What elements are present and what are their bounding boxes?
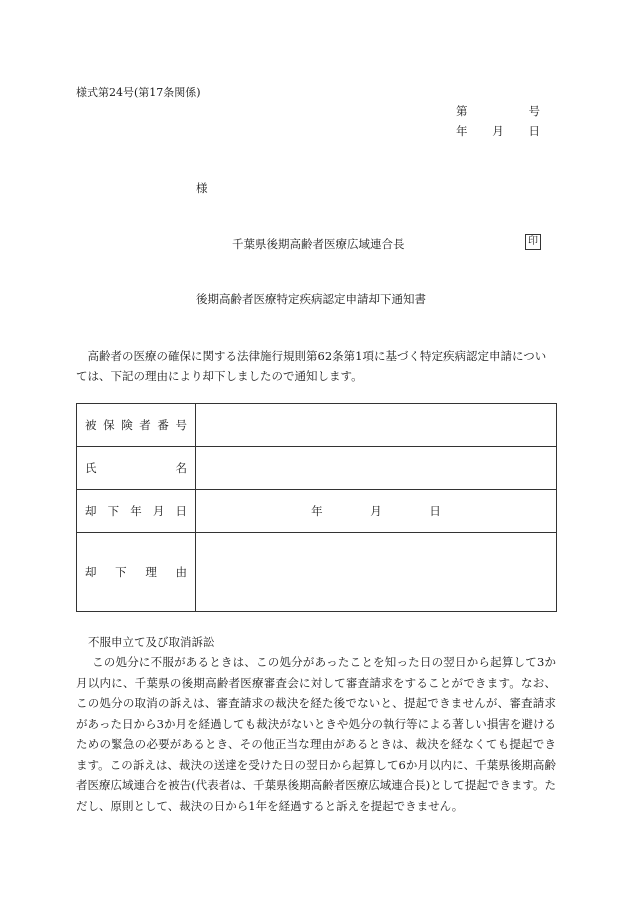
label-char: 者 — [139, 418, 151, 432]
rejection-date-label — [85, 503, 187, 519]
intro-paragraph — [76, 346, 556, 386]
table-row — [77, 404, 557, 447]
issue-date-year: 年 — [456, 124, 468, 138]
insured-number-label — [85, 417, 187, 433]
label-char: 由 — [175, 565, 187, 579]
table-row — [77, 490, 557, 533]
name-label — [85, 460, 187, 476]
document-number-line — [456, 103, 540, 119]
label-char: 下 — [115, 565, 127, 579]
rejection-date-month: 月 — [370, 504, 382, 518]
label-char: 月 — [152, 504, 165, 518]
label-char: 氏 — [85, 461, 97, 475]
issue-date-day: 日 — [528, 124, 540, 138]
label-char: 却 — [85, 565, 97, 579]
reason-value[interactable] — [196, 533, 557, 612]
rejection-date-label-cell — [77, 490, 196, 533]
appeal-text: この処分に不服があるときは、この処分があったことを知った日の翌日から起算して3か月以内に、千葉県の後期高齢者医療審査会に対して審査請求をすることができます。なお、この処分の取消の訴えは、審査請求の裁決を経た後でないと、提起できませんが、審査請求があった日から3か月を経過しても裁決がないときや処分の執行等による著しい損害を避けるための緊急の必要があるとき、その他正当な理由があるときは、裁決を経なくても提起できます。この訴えは、裁決の送達を受けた日の翌日から起算して6か月以内に、千葉県後期高齢者医療広域連合を被告(代表者は、千葉県後期高齢者医療広域連合長)として提起できます。ただし、原則として、裁決の日から1年を経過すると訴えを提起できません。 — [76, 655, 556, 813]
rejection-date-day: 日 — [429, 504, 441, 518]
label-char: 却 — [85, 504, 97, 518]
label-char: 号 — [175, 418, 187, 432]
label-char: 理 — [145, 565, 157, 579]
label-char: 日 — [175, 504, 187, 518]
document-title: 後期高齢者医療特定疾病認定申請却下通知書 — [196, 292, 426, 306]
label-char: 険 — [121, 418, 133, 432]
name-value[interactable] — [196, 447, 557, 490]
addressee-suffix: 様 — [196, 181, 208, 195]
label-char: 被 — [85, 418, 97, 432]
rejection-date-value[interactable] — [196, 490, 557, 533]
label-char: 保 — [103, 418, 115, 432]
issue-date-line — [456, 123, 540, 139]
reason-label-cell — [77, 533, 196, 612]
appeal-title: 不服申立て及び取消訴訟 — [88, 635, 215, 649]
info-table — [76, 403, 557, 612]
insured-number-label-cell — [77, 404, 196, 447]
issuer-name: 千葉県後期高齢者医療広域連合長 — [232, 237, 405, 251]
rejection-date-year: 年 — [311, 504, 323, 518]
number-prefix: 第 — [456, 104, 468, 118]
table-row — [77, 447, 557, 490]
appeal-paragraph — [76, 652, 556, 816]
label-char: 下 — [107, 504, 120, 518]
number-suffix: 号 — [528, 104, 540, 118]
label-char: 年 — [130, 504, 142, 518]
name-label-cell — [77, 447, 196, 490]
label-char: 番 — [157, 418, 169, 432]
seal-mark: 印 — [525, 234, 541, 250]
intro-text: 高齢者の医療の確保に関する法律施行規則第62条第1項に基づく特定疾病認定申請については、下記の理由により却下しましたので通知します。 — [76, 349, 547, 383]
issue-date-month: 月 — [492, 124, 504, 138]
reason-label — [85, 564, 187, 580]
insured-number-value[interactable] — [196, 404, 557, 447]
table-row — [77, 533, 557, 612]
form-number: 様式第24号(第17条関係) — [76, 86, 201, 99]
label-char: 名 — [175, 461, 187, 475]
